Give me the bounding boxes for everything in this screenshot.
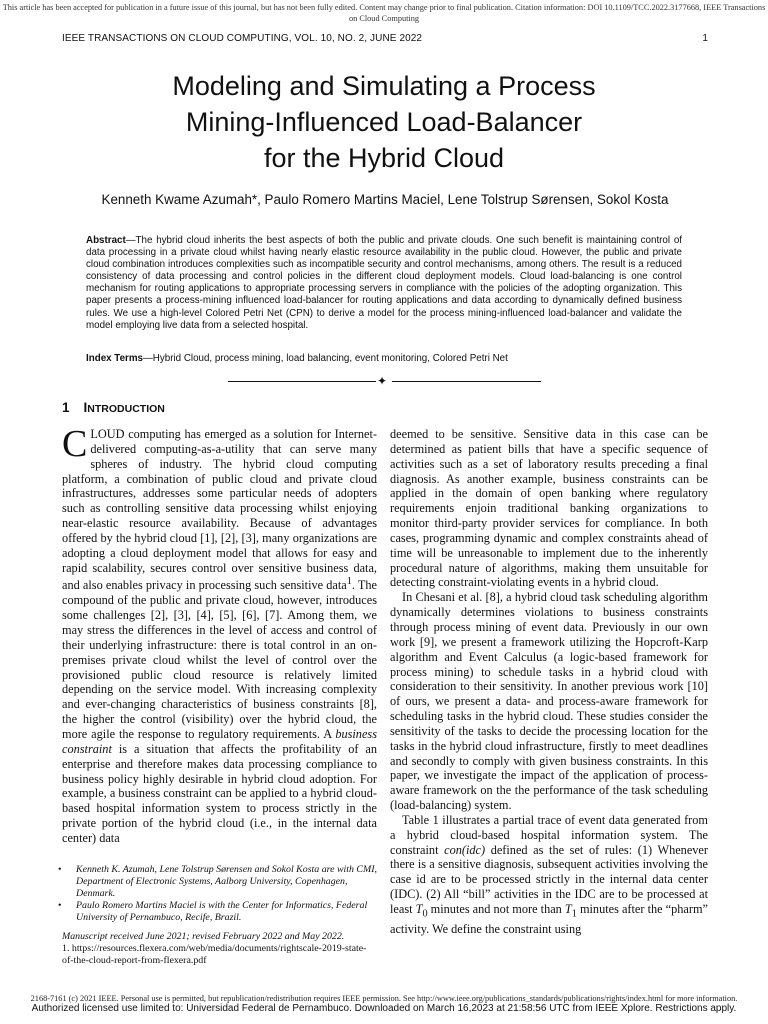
body-text: minutes and not more than [427, 902, 565, 916]
bullet-icon: • [58, 900, 62, 911]
index-terms-label: Index Terms [86, 353, 143, 364]
publication-notice: This article has been accepted for publication in a future issue of this journal, but has not been fully edited. Content may change prior to final publication. Citation information: DOI 10.1109/TCC.2022.3177668, IEEE Transactions on Cloud Computing [2, 3, 766, 23]
abstract [86, 235, 682, 332]
section-divider-right [392, 381, 541, 382]
footnote-url: 1. https://resources.flexera.com/web/media/documents/rightscale-2019-state-of-the-cloud-report-from-flexera.pdf [62, 943, 367, 966]
body-text: defined as the set of rules: (1) Whenever there is a sensitive diagnosis, subsequent activities involving the case id are to be processed strictly in the internal data center (IDC). (2) All “bill” activities in the IDC are to be processed at least [390, 842, 708, 916]
affiliation-note [58, 900, 377, 924]
journal-header: IEEE TRANSACTIONS ON CLOUD COMPUTING, VOL. 10, NO. 2, JUNE 2022 [62, 33, 423, 44]
intro-paragraph [62, 423, 377, 846]
emphasis: con(idc) [444, 842, 486, 857]
body-text: . The compound of the public and private cloud, however, introduces some challenges [2], [3], [4], [5], [6], [7]. Among them, we may stress the differences in the level of access and control of their underlying infrastructure: there is total control in an on-premises private cloud whilst the level of control over the provisioned public cloud resource is relatively limited depending on the service model. With increasing complexity and ever-changing characteristics of business constraints [8], the higher the control (visibility) over the hybrid cloud, the more agile the response to regulatory requirements. A [62, 578, 377, 741]
left-column [62, 423, 377, 846]
index-terms [86, 353, 682, 364]
abstract-text: —The hybrid cloud inherits the best aspects of both the public and private clouds. One such benefit is maintaining control of data processing in a private cloud whilst having nearly elastic resource availability in the public cloud. However, the public and private cloud combination introduces complexities such as incompatible security and control mechanisms, among others. The result is a reduced consistency of data processing and control policies in the different cloud deployment models. Cloud load-balancing is one control mechanism for routing applications to appropriate processing servers in compliance with the policies of the adopting organization. This paper presents a process-mining influenced load-balancer for routing applications and data according to dynamically defined business rules. We use a high-level Colored Petri Net (CPN) to derive a model for the process mining-influenced load-balancer and validate the model employing live data from a selected hospital. [86, 235, 682, 331]
footnotes [58, 864, 378, 967]
affiliation-text: Kenneth K. Azumah, Lene Tolstrup Sørensen and Sokol Kosta are with CMI, Department of Electronic Systems, Aalborg University, Copenhagen, Denmark. [76, 864, 378, 899]
math-symbol: T [415, 902, 423, 916]
body-text: minutes after the “pharm” activity. We define the constraint using [390, 902, 708, 937]
math-subscript: 0 [422, 908, 428, 920]
section-title-rest: NTRODUCTION [87, 403, 165, 415]
running-header [62, 33, 708, 44]
section-number: 1 [62, 400, 70, 415]
affiliation-note [58, 864, 378, 900]
paper-title [90, 68, 678, 176]
body-paragraph: In Chesani et al. [8], a hybrid cloud task scheduling algorithm dynamically determines violations to business constraints through process mining of event data. Previously in our own work [9], we present a framework utilizing the Hopcroft-Karp algorithm and Event Calculus (a logic-based framework for process mining) to schedule tasks in a hybrid cloud with consideration to their sensitivity. In another previous work [10] of ours, we present a data- and process-aware framework for scheduling tasks in the hybrid cloud. These studies consider the sensitivity of the tasks to decide the processing location for the tasks in the hybrid cloud infrastructure, firstly to meet deadlines and secondly to comply with given business constraints. In this paper, we investigate the impact of the application of process-aware framework on the the performance of the task scheduling (load-balancing) system. [390, 590, 708, 813]
copyright-notice: 2168-7161 (c) 2021 IEEE. Personal use is permitted, but republication/redistribution requires IEEE permission. See http://www.ieee.org/publications_standards/publications/rights/index.html for more information. [30, 994, 738, 1003]
body-paragraph: deemed to be sensitive. Sensitive data in this case can be determined as patient bills that have a specific sequence of activities such as a set of laboratory results preceding a final diagnosis. As another example, business constraints can be applied in the domain of open banking where regulatory requirements enjoin traditional banking organizations to monitor third-party provider services for compliance. In both cases, programming dynamic and complex constraints ahead of time will be unreasonable to implement due to the inherently procedural nature of algorithms, making them unsuitable for detecting constraint-violating events in a hybrid cloud. [390, 427, 708, 590]
emphasis: business constraint [62, 726, 377, 756]
math-subscript: 1 [571, 908, 577, 920]
drop-cap: C [62, 423, 88, 465]
abstract-label: Abstract [86, 235, 126, 246]
section-divider-left [228, 381, 376, 382]
math-symbol: T [564, 902, 572, 916]
manuscript-dates: Manuscript received June 2021; revised February 2022 and May 2022. [62, 931, 345, 942]
bullet-icon: • [58, 864, 62, 875]
section-title-initial: I [83, 400, 88, 415]
body-text: is a situation that affects the profitability of an enterprise and therefore makes data processing compliance to business policy highly desirable in hybrid cloud adoption. For example, a business constraint can be applied to a hybrid cloud-based hospital information system to process strictly in the private portion of the hybrid cloud (i.e., in the internal data center) data [62, 741, 377, 845]
license-notice: Authorized licensed use limited to: Universidad Federal de Pernambuco. Downloaded on March 16,2023 at 21:58:56 UTC from IEEE Xplore. Restrictions apply. [31, 1003, 737, 1014]
body-paragraph [390, 813, 708, 937]
body-text: Table 1 illustrates a partial trace of event data generated from a hybrid cloud-based hospital information system. The constraint [390, 812, 708, 857]
title-line: for the Hybrid Cloud [263, 143, 505, 173]
author-list: Kenneth Kwame Azumah*, Paulo Romero Martins Maciel, Lene Tolstrup Sørensen, Sokol Kosta [101, 192, 669, 207]
title-line: Mining-Influenced Load-Balancer [185, 107, 583, 137]
lead-word: LOUD [90, 427, 125, 441]
page-number: 1 [702, 33, 708, 44]
section-heading [62, 400, 165, 415]
index-terms-text: —Hybrid Cloud, process mining, load balancing, event monitoring, Colored Petri Net [143, 353, 508, 364]
body-text: computing has emerged as a solution for Internet-delivered computing-as-a-utility that can serve many spheres of industry. The hybrid cloud computing platform, a combination of public cloud and private cloud infrastructures, addresses some particular needs of adopters such as controlling sensitive data processing whilst enjoying near-elastic resource availability. Because of advantages offered by the hybrid cloud [1], [2], [3], many organizations are adopting a cloud deployment model that allows for easy and rapid scalability, secures control over sensitive business data, and also enables privacy in processing such sensitive data [62, 427, 377, 593]
footnote-ref: 1 [346, 576, 352, 588]
right-column [390, 427, 708, 937]
title-line: Modeling and Simulating a Process [172, 71, 596, 101]
affiliation-text: Paulo Romero Martins Maciel is with the Center for Informatics, Federal University of Pernambuco, Recife, Brazil. [76, 900, 368, 923]
divider-diamond-icon: ✦ [377, 374, 388, 388]
